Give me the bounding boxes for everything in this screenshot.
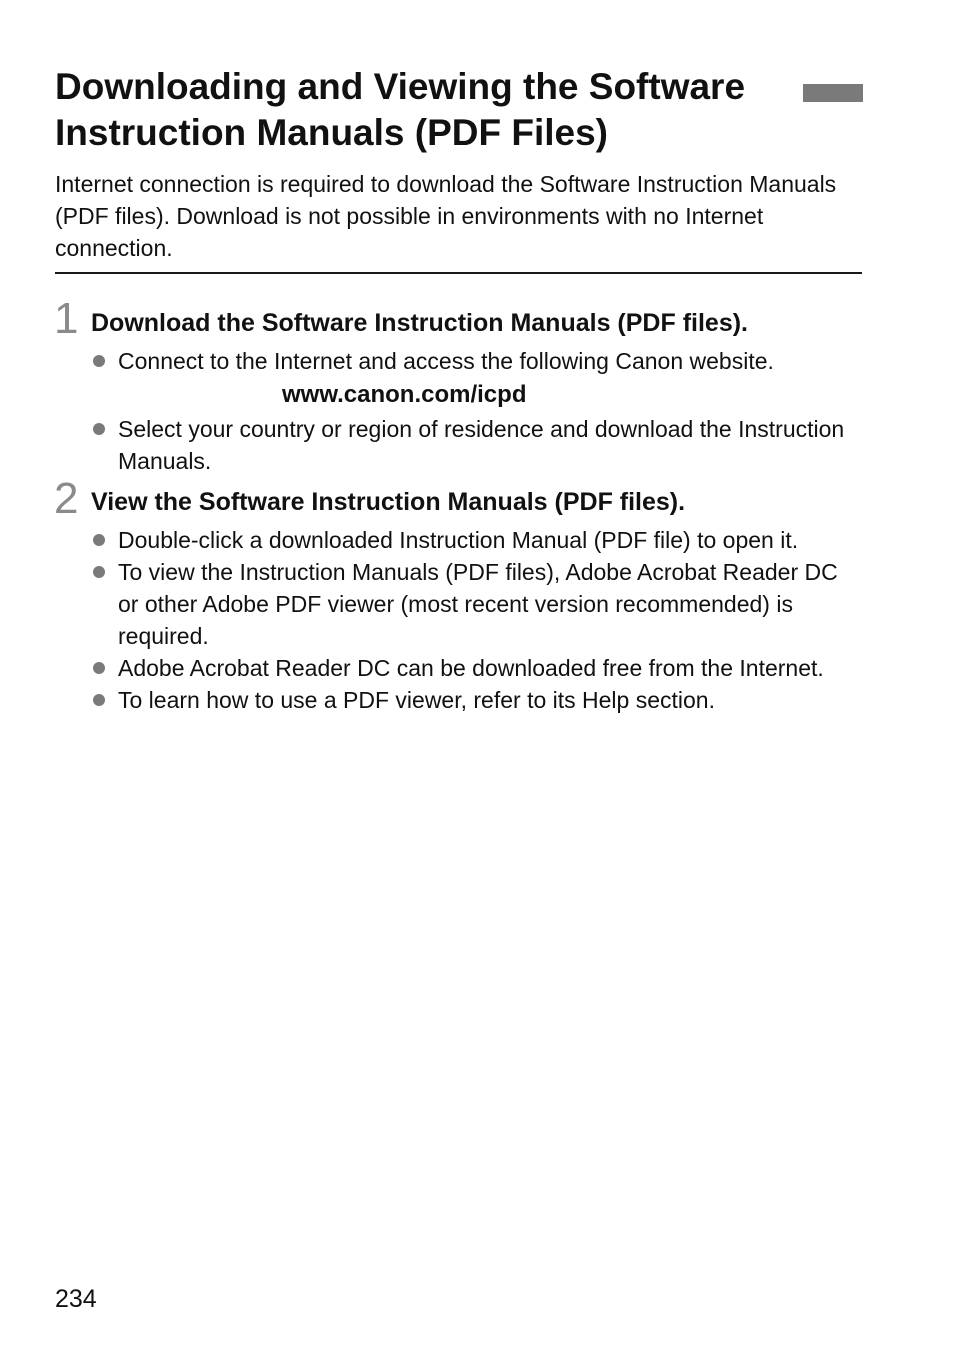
step-number-1: 1 [54,294,79,343]
list-item [91,684,861,716]
page-number: 234 [55,1285,97,1313]
list-item [91,413,861,477]
list-item [91,652,861,684]
list-item [91,345,861,377]
page-title: Downloading and Viewing the Software Instruction Manuals (PDF Files) [55,66,746,153]
bullet-dot-icon [93,566,105,578]
step-2-bullet-list [91,524,861,716]
step-heading-2: View the Software Instruction Manuals (PDF files). [91,488,686,516]
bullet-dot-icon [93,423,105,435]
bullet-dot-icon [93,662,105,674]
bullet-text: To view the Instruction Manuals (PDF files), Adobe Acrobat Reader DC or other Adobe PDF viewer (most recent version recommended) is required. [118,559,838,649]
canon-website-link[interactable]: www.canon.com/icpd [282,381,527,408]
intro-paragraph: Internet connection is required to download the Software Instruction Manuals (PDF files). Download is not possible in environments with no Internet connection. [55,171,837,261]
bullet-dot-icon [93,694,105,706]
divider-line [55,272,862,274]
section-tab-bar [803,84,863,102]
bullet-text: Adobe Acrobat Reader DC can be downloaded free from the Internet. [118,655,824,681]
list-item [91,524,861,556]
bullet-text: Select your country or region of residence and download the Instruction Manuals. [118,416,845,474]
bullet-text: Connect to the Internet and access the following Canon website. [118,348,774,374]
step-heading-1: Download the Software Instruction Manuals (PDF files). [91,309,748,337]
bullet-dot-icon [93,355,105,367]
step-1-bullet-list [91,345,861,477]
bullet-text: To learn how to use a PDF viewer, refer to its Help section. [118,687,715,713]
bullet-text: Double-click a downloaded Instruction Manual (PDF file) to open it. [118,527,799,553]
step-number-2: 2 [54,474,79,523]
bullet-dot-icon [93,534,105,546]
list-item [91,556,861,652]
